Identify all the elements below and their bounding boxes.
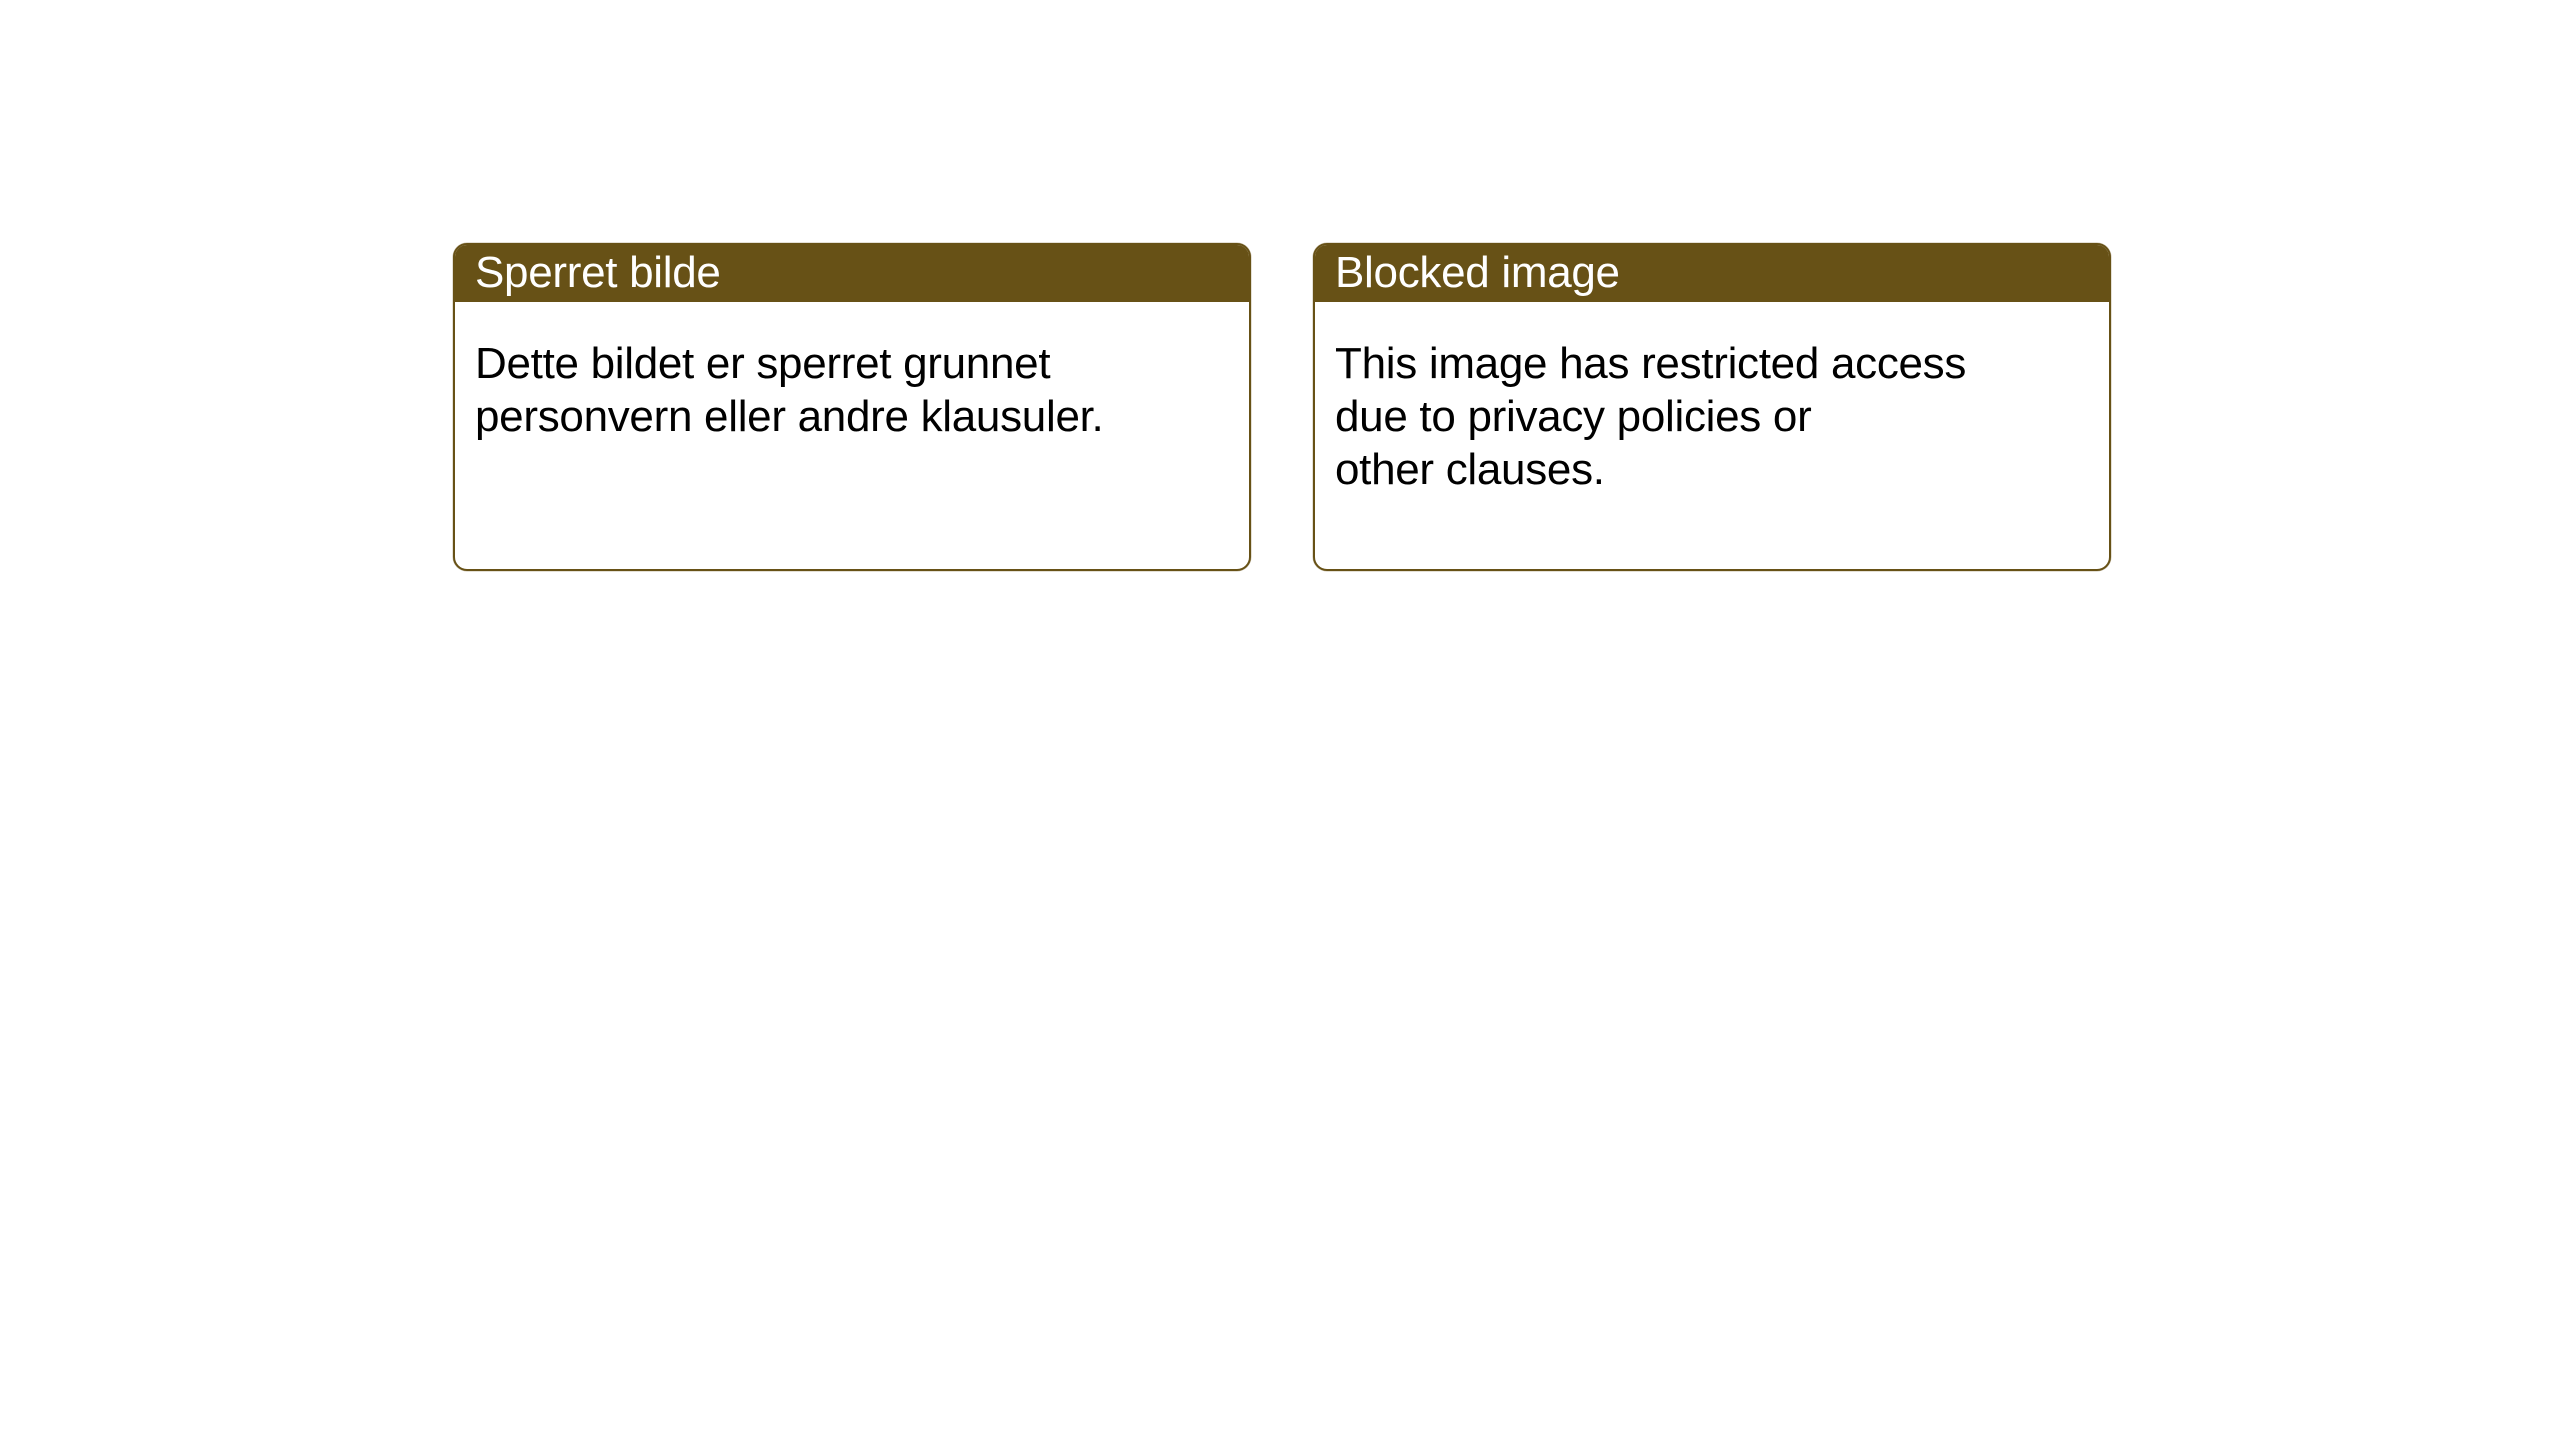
body-line: due to privacy policies or xyxy=(1335,392,1812,441)
card-header xyxy=(455,245,1249,302)
blocked-image-notices xyxy=(453,243,2111,571)
body-line: personvern eller andre klausuler. xyxy=(475,392,1104,441)
body-line: This image has restricted access xyxy=(1335,339,1967,388)
body-line: Dette bildet er sperret grunnet xyxy=(475,339,1051,388)
card-title-english: Blocked image xyxy=(1335,247,1620,297)
card-body xyxy=(1315,302,2109,496)
blocked-image-card-norwegian xyxy=(453,243,1251,571)
card-title-norwegian: Sperret bilde xyxy=(475,247,721,297)
blocked-image-card-english xyxy=(1313,243,2111,571)
card-header xyxy=(1315,245,2109,302)
body-line: other clauses. xyxy=(1335,445,1605,494)
card-body xyxy=(455,302,1249,443)
